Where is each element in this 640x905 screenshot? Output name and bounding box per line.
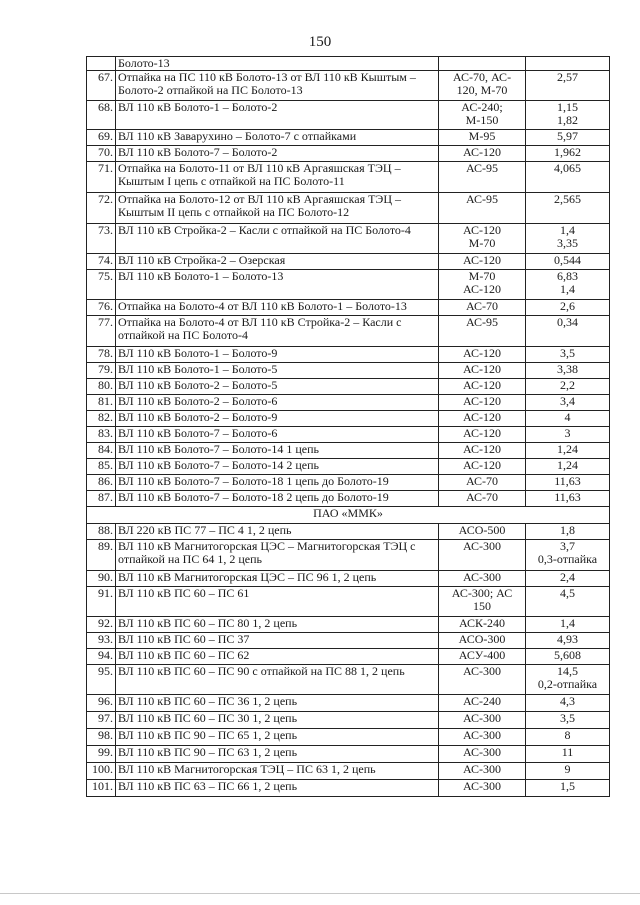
line-length: 4,5	[526, 587, 610, 617]
row-number: 87.	[87, 491, 116, 507]
row-number: 73.	[87, 224, 116, 254]
row-number: 71.	[87, 162, 116, 193]
wire-type: АС-300	[439, 665, 526, 695]
line-length: 2,57	[526, 71, 610, 101]
row-number: 80.	[87, 379, 116, 395]
table-row	[87, 395, 610, 411]
line-length: 1,5	[526, 780, 610, 797]
table-row	[87, 71, 610, 101]
table-row	[87, 587, 610, 617]
page-bottom-rule	[0, 893, 640, 894]
row-number: 94.	[87, 649, 116, 665]
line-name: ВЛ 110 кВ Магнитогорская ЦЭС – ПС 96 1, 2 цепь	[116, 571, 439, 587]
line-length: 11,63	[526, 491, 610, 507]
table-row	[87, 146, 610, 162]
line-name: ВЛ 110 кВ Стройка-2 – Озерская	[116, 254, 439, 270]
line-length: 5,97	[526, 130, 610, 146]
line-length: 5,608	[526, 649, 610, 665]
line-name: ВЛ 110 кВ Магнитогорская ТЭЦ – ПС 63 1, 2 цепь	[116, 763, 439, 780]
wire-type: АС-300	[439, 571, 526, 587]
line-length: 11,63	[526, 475, 610, 491]
table-row	[87, 57, 610, 71]
wire-type: АС-120	[439, 254, 526, 270]
line-name: ВЛ 110 кВ Болото-7 – Болото-14 1 цепь	[116, 443, 439, 459]
wire-type: АС-300	[439, 729, 526, 746]
table-row	[87, 729, 610, 746]
line-length: 1,962	[526, 146, 610, 162]
line-name: ВЛ 110 кВ ПС 63 – ПС 66 1, 2 цепь	[116, 780, 439, 797]
row-number: 69.	[87, 130, 116, 146]
table-row	[87, 427, 610, 443]
row-number: 91.	[87, 587, 116, 617]
table-row	[87, 665, 610, 695]
row-number: 96.	[87, 695, 116, 712]
line-name: ВЛ 110 кВ ПС 60 – ПС 90 с отпайкой на ПС 88 1, 2 цепь	[116, 665, 439, 695]
row-number: 88.	[87, 524, 116, 540]
line-name: ВЛ 110 кВ Болото-1 – Болото-5	[116, 363, 439, 379]
table-row	[87, 540, 610, 571]
row-number: 95.	[87, 665, 116, 695]
row-number: 93.	[87, 633, 116, 649]
line-length: 2,6	[526, 300, 610, 316]
table-row	[87, 379, 610, 395]
line-length: 1,24	[526, 443, 610, 459]
wire-type: АС-120	[439, 459, 526, 475]
line-length: 2,565	[526, 193, 610, 224]
line-length: 2,4	[526, 571, 610, 587]
line-length: 1,4 3,35	[526, 224, 610, 254]
table-row	[87, 443, 610, 459]
table-row	[87, 101, 610, 130]
row-number: 83.	[87, 427, 116, 443]
table-row	[87, 162, 610, 193]
line-length: 0,544	[526, 254, 610, 270]
table-row	[87, 254, 610, 270]
wire-type: АС-300	[439, 780, 526, 797]
line-length: 4,065	[526, 162, 610, 193]
table-row	[87, 300, 610, 316]
line-length: 1,15 1,82	[526, 101, 610, 130]
line-name: ВЛ 110 кВ ПС 60 – ПС 30 1, 2 цепь	[116, 712, 439, 729]
line-length: 1,4	[526, 617, 610, 633]
line-length: 0,34	[526, 316, 610, 347]
line-length: 3,5	[526, 347, 610, 363]
table-row	[87, 363, 610, 379]
line-name: ВЛ 110 кВ ПС 90 – ПС 63 1, 2 цепь	[116, 746, 439, 763]
row-number: 84.	[87, 443, 116, 459]
row-number: 101.	[87, 780, 116, 797]
wire-type: АСК-240	[439, 617, 526, 633]
line-name: ВЛ 110 кВ Стройка-2 – Касли с отпайкой на ПС Болото-4	[116, 224, 439, 254]
table-row	[87, 780, 610, 797]
page-number: 150	[308, 34, 332, 50]
wire-type: АС-95	[439, 162, 526, 193]
line-name: ВЛ 110 кВ Болото-7 – Болото-6	[116, 427, 439, 443]
wire-type: АСО-300	[439, 633, 526, 649]
wire-type: АС-240	[439, 695, 526, 712]
line-name: ВЛ 110 кВ Болото-1 – Болото-13	[116, 270, 439, 300]
table-row	[87, 695, 610, 712]
row-number: 77.	[87, 316, 116, 347]
row-number: 85.	[87, 459, 116, 475]
wire-type: АС-95	[439, 193, 526, 224]
wire-type: АС-120	[439, 363, 526, 379]
section-title: ПАО «ММК»	[87, 507, 610, 524]
table-row	[87, 130, 610, 146]
wire-type: АС-120	[439, 146, 526, 162]
row-number: 72.	[87, 193, 116, 224]
line-name: ВЛ 110 кВ Болото-7 – Болото-18 1 цепь до Болото-19	[116, 475, 439, 491]
table-row	[87, 712, 610, 729]
line-name: ВЛ 110 кВ ПС 60 – ПС 36 1, 2 цепь	[116, 695, 439, 712]
line-length: 6,83 1,4	[526, 270, 610, 300]
table-body-section-2	[87, 524, 610, 797]
wire-type: АС-120 М-70	[439, 224, 526, 254]
row-number: 92.	[87, 617, 116, 633]
line-name: ВЛ 110 кВ Болото-2 – Болото-9	[116, 411, 439, 427]
line-length: 1,8	[526, 524, 610, 540]
wire-type: АС-95	[439, 316, 526, 347]
row-number: 79.	[87, 363, 116, 379]
wire-type: АС-70, АС- 120, М-70	[439, 71, 526, 101]
line-name: ВЛ 110 кВ Болото-2 – Болото-6	[116, 395, 439, 411]
row-number: 74.	[87, 254, 116, 270]
row-number: 67.	[87, 71, 116, 101]
line-length: 2,2	[526, 379, 610, 395]
table-row	[87, 475, 610, 491]
wire-type: АСУ-400	[439, 649, 526, 665]
table-body-section-1	[87, 57, 610, 507]
line-length: 4,93	[526, 633, 610, 649]
row-number: 68.	[87, 101, 116, 130]
table-row	[87, 491, 610, 507]
line-name: ВЛ 110 кВ Заварухино – Болото-7 с отпайками	[116, 130, 439, 146]
table-row	[87, 633, 610, 649]
line-name: ВЛ 110 кВ Болото-1 – Болото-2	[116, 101, 439, 130]
table-row	[87, 649, 610, 665]
line-name: ВЛ 110 кВ ПС 60 – ПС 37	[116, 633, 439, 649]
line-name: Отпайка на Болото-4 от ВЛ 110 кВ Стройка-2 – Касли с отпайкой на ПС Болото-4	[116, 316, 439, 347]
line-name: Отпайка на Болото-12 от ВЛ 110 кВ Аргаяшская ТЭЦ – Кыштым II цепь с отпайкой на ПС Болото-12	[116, 193, 439, 224]
wire-type: АС-120	[439, 411, 526, 427]
wire-type: АС-70	[439, 475, 526, 491]
line-name: ВЛ 110 кВ ПС 60 – ПС 61	[116, 587, 439, 617]
line-length: 11	[526, 746, 610, 763]
line-name: ВЛ 110 кВ ПС 90 – ПС 65 1, 2 цепь	[116, 729, 439, 746]
line-name: ВЛ 110 кВ ПС 60 – ПС 80 1, 2 цепь	[116, 617, 439, 633]
wire-type: АС-300	[439, 540, 526, 571]
row-number: 82.	[87, 411, 116, 427]
row-number: 76.	[87, 300, 116, 316]
table-row	[87, 193, 610, 224]
wire-type: АС-300; АС 150	[439, 587, 526, 617]
row-number: 89.	[87, 540, 116, 571]
line-name: Болото-13	[116, 57, 439, 71]
table-row	[87, 411, 610, 427]
row-number: 70.	[87, 146, 116, 162]
wire-type: АС-300	[439, 763, 526, 780]
wire-type: АС-120	[439, 347, 526, 363]
line-length: 8	[526, 729, 610, 746]
wire-type: АСО-500	[439, 524, 526, 540]
row-number: 90.	[87, 571, 116, 587]
line-length: 3,38	[526, 363, 610, 379]
line-length: 3,7 0,3-отпайка	[526, 540, 610, 571]
line-name: Отпайка на ПС 110 кВ Болото-13 от ВЛ 110 кВ Кыштым – Болото-2 отпайкой на ПС Болото-13	[116, 71, 439, 101]
line-length: 14,5 0,2-отпайка	[526, 665, 610, 695]
line-length: 1,24	[526, 459, 610, 475]
wire-type: М-95	[439, 130, 526, 146]
wire-type: АС-120	[439, 443, 526, 459]
row-number: 86.	[87, 475, 116, 491]
wire-type: АС-120	[439, 427, 526, 443]
line-length: 3	[526, 427, 610, 443]
wire-type: М-70 АС-120	[439, 270, 526, 300]
row-number: 78.	[87, 347, 116, 363]
row-number: 97.	[87, 712, 116, 729]
section-header	[87, 507, 610, 524]
table-row	[87, 316, 610, 347]
line-name: ВЛ 110 кВ Магнитогорская ЦЭС – Магнитогорская ТЭЦ с отпайкой на ПС 64 1, 2 цепь	[116, 540, 439, 571]
line-name: ВЛ 110 кВ Болото-2 – Болото-5	[116, 379, 439, 395]
table-row	[87, 571, 610, 587]
table-row	[87, 763, 610, 780]
line-name: ВЛ 110 кВ Болото-1 – Болото-9	[116, 347, 439, 363]
wire-type: АС-120	[439, 379, 526, 395]
table-row	[87, 347, 610, 363]
table-row	[87, 524, 610, 540]
line-length: 3,5	[526, 712, 610, 729]
line-length	[526, 57, 610, 71]
line-length: 4	[526, 411, 610, 427]
line-name: ВЛ 220 кВ ПС 77 – ПС 4 1, 2 цепь	[116, 524, 439, 540]
row-number: 75.	[87, 270, 116, 300]
line-name: Отпайка на Болото-11 от ВЛ 110 кВ Аргаяшская ТЭЦ – Кыштым I цепь с отпайкой на ПС Болото-11	[116, 162, 439, 193]
row-number: 99.	[87, 746, 116, 763]
table-row	[87, 617, 610, 633]
row-number: 98.	[87, 729, 116, 746]
line-name: ВЛ 110 кВ ПС 60 – ПС 62	[116, 649, 439, 665]
row-number	[87, 57, 116, 71]
wire-type: АС-240; М-150	[439, 101, 526, 130]
section-header-row	[87, 507, 610, 524]
table-row	[87, 459, 610, 475]
wire-type: АС-300	[439, 746, 526, 763]
line-name: ВЛ 110 кВ Болото-7 – Болото-14 2 цепь	[116, 459, 439, 475]
line-name: ВЛ 110 кВ Болото-7 – Болото-2	[116, 146, 439, 162]
wire-type: АС-120	[439, 395, 526, 411]
table-row	[87, 746, 610, 763]
line-name: Отпайка на Болото-4 от ВЛ 110 кВ Болото-1 – Болото-13	[116, 300, 439, 316]
row-number: 81.	[87, 395, 116, 411]
line-name: ВЛ 110 кВ Болото-7 – Болото-18 2 цепь до Болото-19	[116, 491, 439, 507]
table-row	[87, 270, 610, 300]
wire-type: АС-300	[439, 712, 526, 729]
table-row	[87, 224, 610, 254]
line-length: 3,4	[526, 395, 610, 411]
row-number: 100.	[87, 763, 116, 780]
power-lines-table	[86, 56, 610, 797]
wire-type: АС-70	[439, 491, 526, 507]
wire-type	[439, 57, 526, 71]
wire-type: АС-70	[439, 300, 526, 316]
line-length: 9	[526, 763, 610, 780]
line-length: 4,3	[526, 695, 610, 712]
